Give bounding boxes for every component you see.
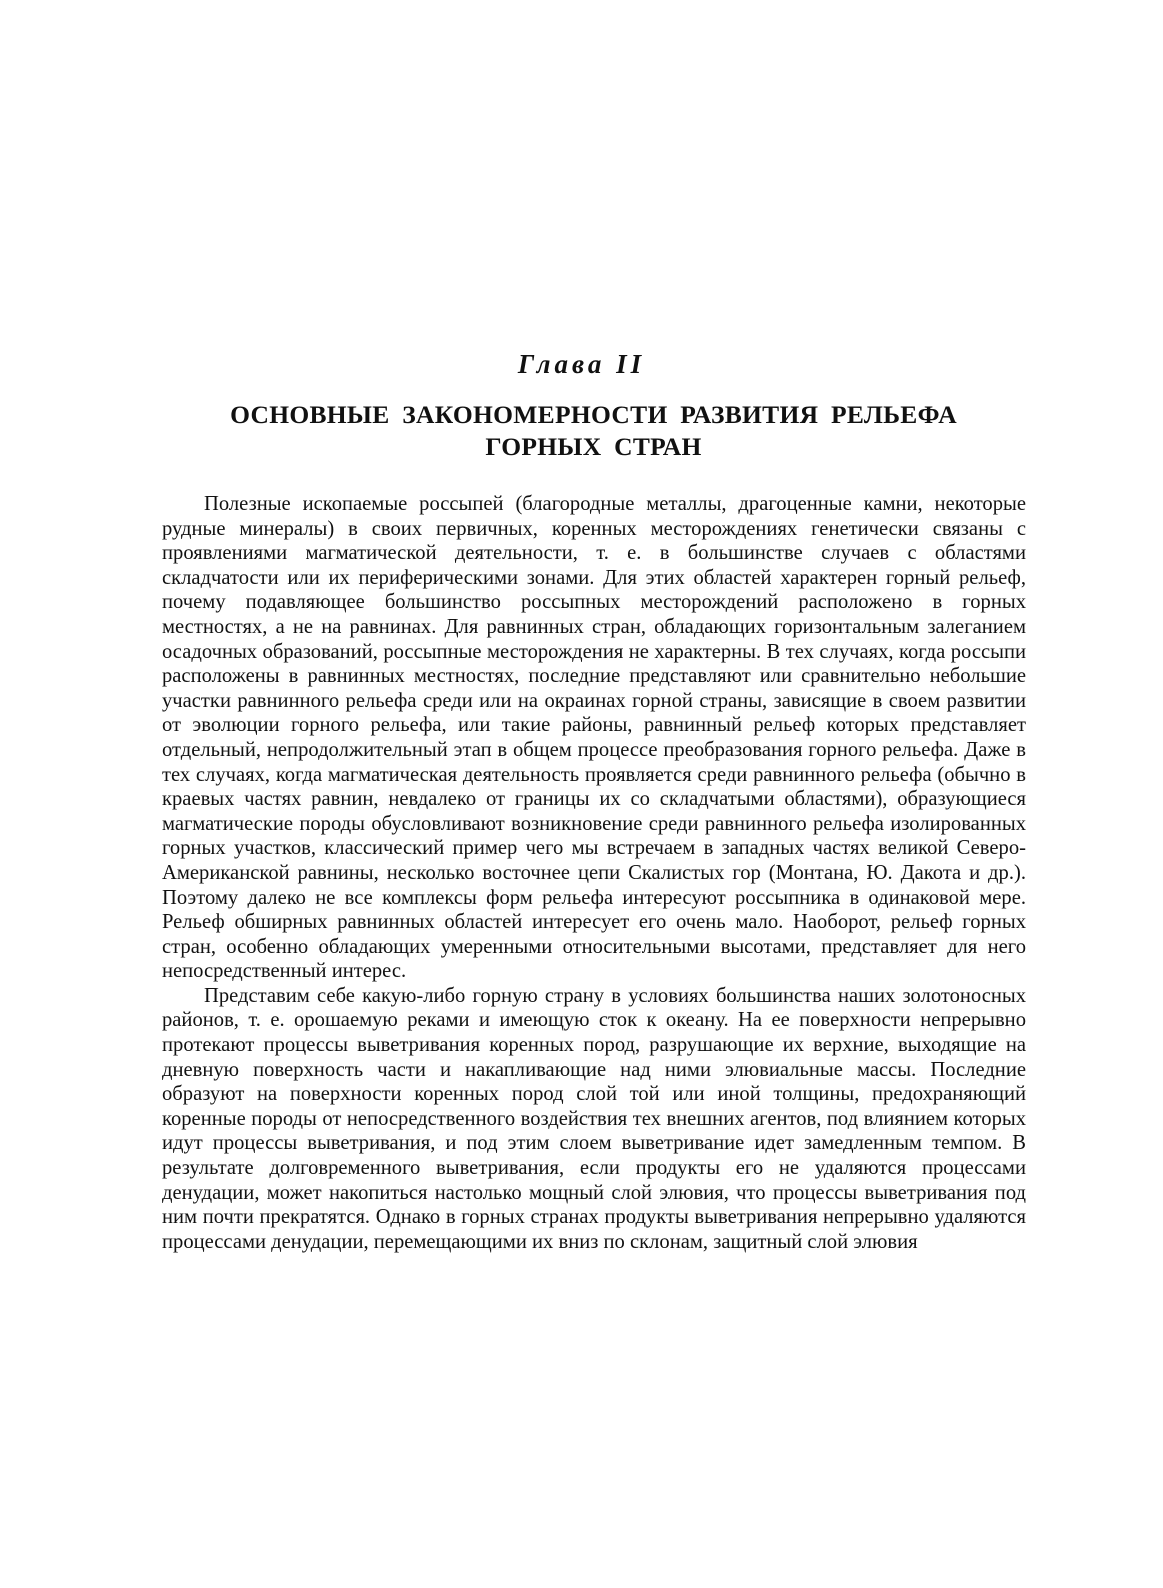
chapter-title	[160, 399, 1027, 463]
chapter-title-line-1: ОСНОВНЫЕ ЗАКОНОМЕРНОСТИ РАЗВИТИЯ РЕЛЬЕФА	[230, 400, 957, 429]
paragraph: Представим себе какую-либо горную страну в условиях большинства наших золотоносных районов, т. е. орошаемую реками и имеющую сток к океану. На ее поверхности непрерывно протекают процессы выветривания коренных пород, разрушающие их верхние, выходящие на дневную поверхность части и накапливающие над ними элювиальные массы. Последние образуют на поверхности коренных пород слой той или иной толщины, предохраняющий коренные породы от непосредственного воздействия тех внешних агентов, под влиянием которых идут процессы выветривания, и под этим слоем выветривание идет замедленным темпом. В результате долговременного выветривания, если продукты его не удаляются процессами денудации, может накопиться настолько мощный слой элювия, что процессы выветривания под ним почти прекратятся. Однако в горных странах продукты выветривания непрерывно удаляются процессами денудации, перемещающими их вниз по склонам, защитный слой элювия	[162, 984, 1026, 1253]
paragraph: Полезные ископаемые россыпей (благородные металлы, драгоценные камни, некоторые рудные минералы) в своих первичных, коренных месторождениях генетически связаны с проявлениями магматической деятельности, т. е. в большинстве случаев с областями складчатости или их периферическими зонами. Для этих областей характерен горный рельеф, почему подавляющее большинство россыпных месторождений расположено в горных местностях, а не на равнинах. Для равнинных стран, обладающих горизонтальным залеганием осадочных образований, россыпные месторождения не характерны. В тех случаях, когда россыпи расположены в равнинных местностях, последние представляют или сравнительно небольшие участки равнинного рельефа среди или на окраинах горной страны, зависящие в своем развитии от эволюции горного рельефа, или такие районы, равнинный рельеф которых представляет отдельный, непродолжительный этап в общем процессе преобразования горного рельефа. Даже в тех случаях, когда магматическая деятельность проявляется среди равнинного рельефа (обычно в краевых частях равнин, невдалеко от границы их со складчатыми областями), образующиеся магматические породы обусловливают возникновение среди равнинного рельефа изолированных горных участков, классический пример чего мы встречаем в западных частях великой Северо-Американской равнины, несколько восточнее цепи Скалистых гор (Монтана, Ю. Дакота и др.). Поэтому далеко не все комплексы форм рельефа интересуют россыпника в одинаковой мере. Рельеф обширных равнинных областей интересует его очень мало. Наоборот, рельеф горных стран, особенно обладающих умеренными относительными высотами, представляет для него непосредственный интерес.	[162, 493, 1026, 983]
chapter-label: Глава II	[517, 349, 646, 379]
chapter-title-line-2: ГОРНЫХ СТРАН	[485, 432, 702, 461]
body-text	[162, 492, 1026, 1254]
